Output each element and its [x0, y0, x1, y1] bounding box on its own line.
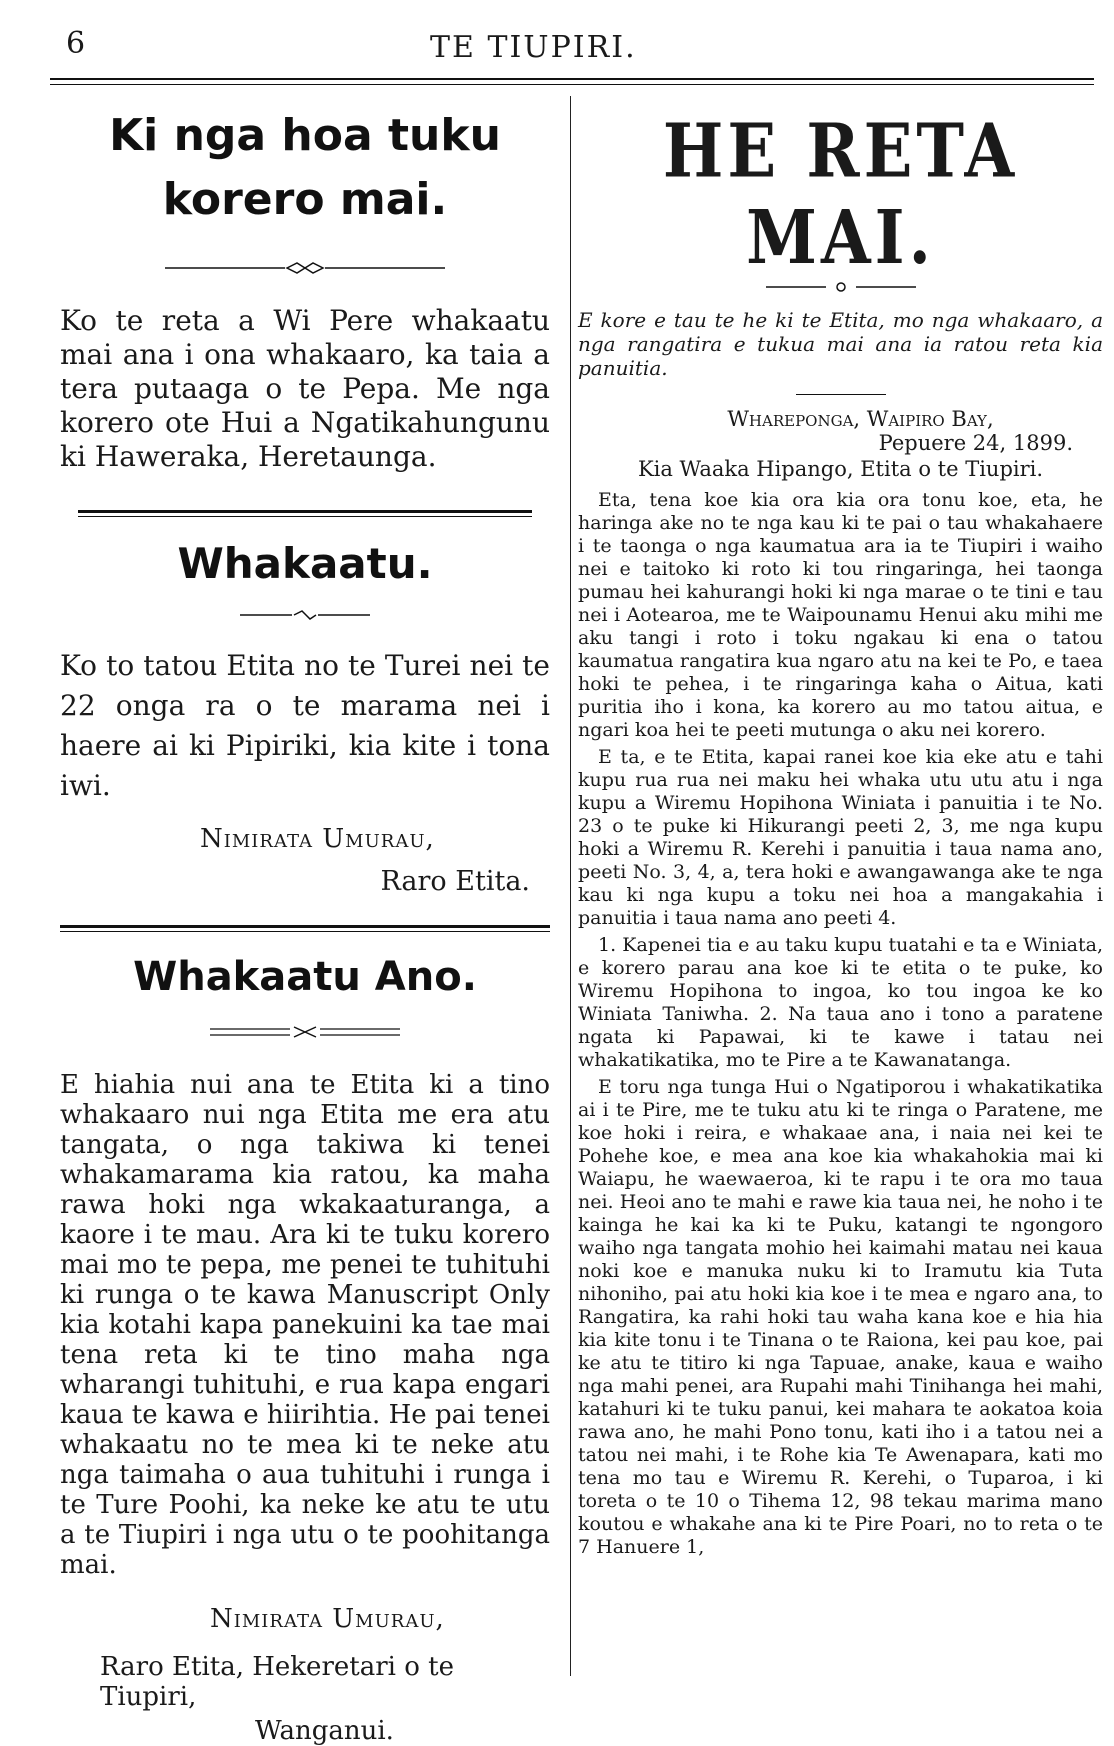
signature-role-1: Raro Etita. — [380, 866, 530, 897]
notice-paragraph-3: E hiahia nui ana te Etita ki a tino whakaaro nui nga Etita me era atu tangata, o nga takiwa ki tenei whakamarama kia ratou, ka maha rawa hoki nga wkakaaturanga, a kaore i te mau. Ara ki te tuku korero mai mo te pepa, me penei te tuhituhi ki runga o te kawa Manuscript Only kia kotahi kapa panekuini ka tae mai tena reta ki te tino maha nga wharangi tuhituhi, e rua kapa engari kaua te kawa e hiirihtia. He pai tenei whakaatu no te mea ki te neke atu nga taimaha o aua tuhituhi i runga i te Ture Poohi, ka neke ke atu te utu a te Tiupiri i nga utu o te poohitanga mai. — [60, 1070, 550, 1580]
letter-date: Pepuere 24, 1899. — [878, 431, 1073, 455]
notice-heading-whakaatu-ano: Whakaatu Ano. — [133, 954, 477, 1000]
notice-heading-contributors: Ki nga hoa tuku korero mai. — [109, 110, 501, 225]
header-rule-thin — [50, 84, 1094, 85]
header-rule — [50, 78, 1094, 80]
letter-paragraph-1: Eta, tena koe kia ora kia ora tonu koe, eta, he haringa ake no te nga kau ki te pai o tau whakahaere i te taonga o nga kaumatua ara ia te Tiupiri i waiho nei e taitoko ki roto ki tou ringaringa, hei taonga pumau hei kahurangi hoki ki nga marae o te tini e tau nei i Aotearoa, me te Waipounamu Henui aku mihi me aku tangi i roto i toku ngakau ki ena o tatou kaumatua rangatira kua ngaro atu na kei te Po, e taea hoki te pehea, i te ringaringa kaha o Aitua, kati puritia iho i kona, ka korero au mo tatou aitua, e ngari koa hei te peeti mutunga o aku nei korero. — [578, 489, 1103, 741]
flourish-ornament-icon — [210, 1025, 400, 1039]
notice-heading-whakaatu: Whakaatu. — [177, 539, 433, 588]
right-column — [578, 108, 1103, 1559]
notice-paragraph-1: Ko te reta a Wi Pere whakaatu mai ana i ona whakaaro, ka taia a tera putaaga o te Pepa. Me nga korero ote Hui a Ngatikahungunu ki Haweraka, Heretaunga. — [60, 304, 550, 473]
letter-paragraph-4: E toru nga tunga Hui o Ngatiporou i whakatikatika ai i te Pire, me te tuku atu ki te ringa o Paratene, me koe hoki i reira, e whakaae ana, i naia nei kei te Pohehe koe, e mea ana koe kia whakahokia mai ki Waiapu, he waewaeroa, ki te rapu i te ora mo taua nei. Heoi ano te mahi e rawe kia taua nei, he noho i te kainga he kai ka ki te Puku, katangi te ngongoro waiho nga tangata mohio hei kaimahi matau nei kaua noki koe e manuka nuku ki to Iramutu kia Tuta nihoniho, pai atu hoki kia koe i te mea e ngaro ana, to Rangatira, ka rahi hoki tau waha kana koe e hia hia kia kite tonu i te Tinana o te Raiona, kei pau koe, pai ke atu te titiro ki nga Tapuae, anake, kaua e waiho nga mahi penei, ara Rupahi mahi Tinihanga hei mahi, katahuri ki te tuku panui, kei mahara te aokatoa koia rawa ano, he mahi Pono tonu, kati iho i a tatou nei a tatou nei mahi, i te Rohe kia Te Awenapara, kati mo tena mo tau e Wiremu R. Kerehi, o Tuparoa, i ki toreta o te 10 o Tihema 12, 98 tekau marima mano koutou e whakahe ana ki te Pire Poari, no to reta o te 7 Hanuere 1, — [578, 1076, 1103, 1558]
notice-paragraph-2: Ko to tatou Etita no te Turei nei te 22 onga ra o te marama nei i haere ai ki Pipiriki, kia kite i tona iwi. — [60, 649, 550, 802]
ornament-divider-1 — [60, 248, 550, 288]
signature-role-2: Raro Etita, Hekeretari o te Tiupiri, — [100, 1652, 454, 1712]
masthead-title: TE TIUPIRI. — [430, 30, 637, 65]
signature-name-2: Nimirata Umurau, — [210, 1604, 445, 1634]
letter-dateline: Whareponga, Waipiro Bay, — [727, 407, 994, 431]
section-rule-2 — [60, 925, 550, 932]
letters-heading: HE RETA MAI. — [662, 108, 1019, 282]
letter-paragraph-2: E ta, e te Etita, kapai ranei koe kia eke atu e tahi kupu rua rua nei maku hei whaka utu utu atu i nga kupu a Wiremu Hopihona Winiata i panuitia i te No. 23 o te puke ki Hikurangi peeti 2, 3, me nga kupu hoki a Wiremu R. Kerehi i panuitia i taua nama ano, peeti No. 3, 4, a, tera hoki e awangawanga ake te nga kau ki nga kupu a toku nei hoa a mangakahia i panuitia i taua nama ano peeti 4. — [578, 746, 1103, 929]
letter-salutation: Kia Waaka Hipango, Etita o te Tiupiri. — [637, 457, 1044, 481]
flourish-ornament-icon — [165, 261, 445, 275]
short-rule — [796, 394, 886, 395]
flourish-ornament-icon — [766, 281, 916, 293]
signature-place-2: Wanganui. — [255, 1716, 394, 1746]
editor-disclaimer: E kore e tau te he ki te Etita, mo nga whakaaro, a nga rangatira e tukua mai ana ia ratou reta kia panuitia. — [578, 308, 1103, 380]
signature-name-1: Nimirata Umurau, — [200, 824, 435, 854]
ornament-divider-2 — [60, 598, 550, 632]
column-divider — [570, 96, 571, 1676]
flourish-ornament-icon — [240, 609, 370, 621]
page-number: 6 — [66, 26, 86, 61]
section-rule-1 — [78, 510, 532, 517]
ornament-divider-3 — [60, 1012, 550, 1052]
left-column — [60, 104, 550, 1746]
letter-paragraph-3: 1. Kapenei tia e au taku kupu tuatahi e ta e Winiata, e korero parau ana koe ki te etita o te puke, ko Wiremu Hopihona to ingoa, ko tou ingoa ke ko Winiata Taniwha. 2. Na taua ano i tono a paratene ngata ki Papawai, ki te kawe i tatau nei whakatikatika, mo te Pire a te Kawanatanga. — [578, 934, 1103, 1071]
